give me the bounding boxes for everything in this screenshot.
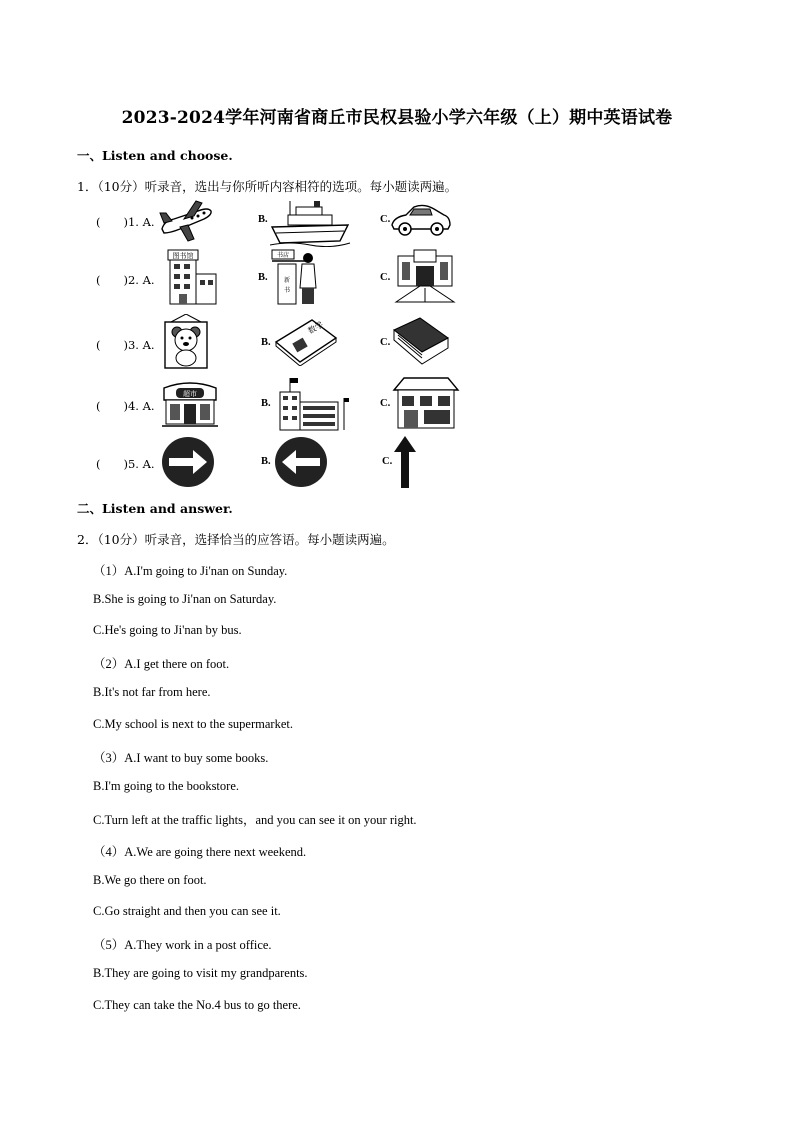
choice-row-3	[0, 312, 794, 368]
math-sign-text: 数学	[306, 319, 325, 336]
answer-blank[interactable]: ( )1. A.	[96, 215, 155, 229]
option-b-label: B.	[258, 272, 268, 283]
option-4c: C.Go straight and then you can see it.	[93, 904, 281, 918]
choice-row-5	[0, 434, 794, 490]
math-book-icon	[274, 318, 338, 366]
question-1-stem: 1．（10分）听录音，选出与你所听内容相符的选项。每小题读两遍。	[77, 179, 458, 194]
option-b-label: B.	[258, 214, 268, 225]
option-b-label: B.	[261, 337, 271, 348]
option-3c: C.Turn left at the traffic lights，and you can see it on your right.	[93, 813, 417, 827]
answer-blank[interactable]: ( )2. A.	[96, 273, 155, 287]
option-3b: B.I'm going to the bookstore.	[93, 779, 239, 793]
choice-row-2	[0, 248, 794, 304]
page-title: 2023-2024学年河南省商丘市民权县验小学六年级（上）期中英语试卷	[121, 108, 673, 128]
option-b-label: B.	[261, 456, 271, 467]
svg-text:新: 新	[283, 277, 291, 284]
section-2-heading: 二、Listen and answer.	[77, 501, 233, 516]
answer-blank[interactable]: ( )3. A.	[96, 338, 155, 352]
option-c-label: C.	[380, 272, 391, 283]
bookstore-icon	[270, 248, 320, 310]
school-icon	[270, 376, 350, 432]
cinema-icon	[392, 248, 458, 304]
option-2b: B.It's not far from here.	[93, 685, 211, 699]
go-straight-arrow-icon	[393, 436, 417, 488]
choice-row-1	[0, 195, 794, 251]
option-c-label: C.	[380, 214, 391, 225]
turn-left-sign-icon	[274, 436, 328, 488]
option-c-label: C.	[380, 337, 391, 348]
option-4a: （4）A.We are going there next weekend.	[93, 845, 307, 859]
option-2c: C.My school is next to the supermarket.	[93, 717, 293, 731]
car-icon	[390, 201, 452, 239]
airplane-icon	[158, 199, 214, 243]
option-3a: （3）A.I want to buy some books.	[93, 751, 269, 765]
option-c-label: C.	[382, 456, 393, 467]
option-5c: C.They can take the No.4 bus to go there.	[93, 998, 301, 1012]
option-c-label: C.	[380, 398, 391, 409]
choice-row-4	[0, 376, 794, 432]
teddy-bear-poster-icon	[161, 314, 211, 370]
post-office-icon	[392, 376, 460, 430]
ship-icon	[270, 197, 352, 247]
option-b-label: B.	[261, 398, 271, 409]
dictionary-icon	[390, 316, 450, 368]
answer-blank[interactable]: ( )5. A.	[96, 457, 155, 471]
option-1a: （1）A.I'm going to Ji'nan on Sunday.	[93, 564, 288, 578]
answer-blank[interactable]: ( )4. A.	[96, 399, 155, 413]
option-4b: B.We go there on foot.	[93, 873, 207, 887]
question-2-stem: 2．（10分）听录音，选择恰当的应答语。每小题读两遍。	[77, 532, 395, 547]
library-sign-text: 图书馆	[172, 252, 194, 260]
section-1-heading: 一、Listen and choose.	[77, 148, 233, 163]
option-1b: B.She is going to Ji'nan on Saturday.	[93, 592, 277, 606]
option-5a: （5）A.They work in a post office.	[93, 938, 272, 952]
library-icon	[160, 248, 218, 306]
supermarket-sign-text: 超市	[183, 390, 197, 398]
option-1c: C.He's going to Ji'nan by bus.	[93, 623, 242, 637]
option-2a: （2）A.I get there on foot.	[93, 657, 230, 671]
supermarket-icon	[160, 378, 220, 430]
option-5b: B.They are going to visit my grandparents.	[93, 966, 308, 980]
turn-right-sign-icon	[161, 436, 215, 488]
bookstore-sign-text: 书店	[276, 252, 290, 259]
svg-text:书: 书	[283, 287, 291, 294]
